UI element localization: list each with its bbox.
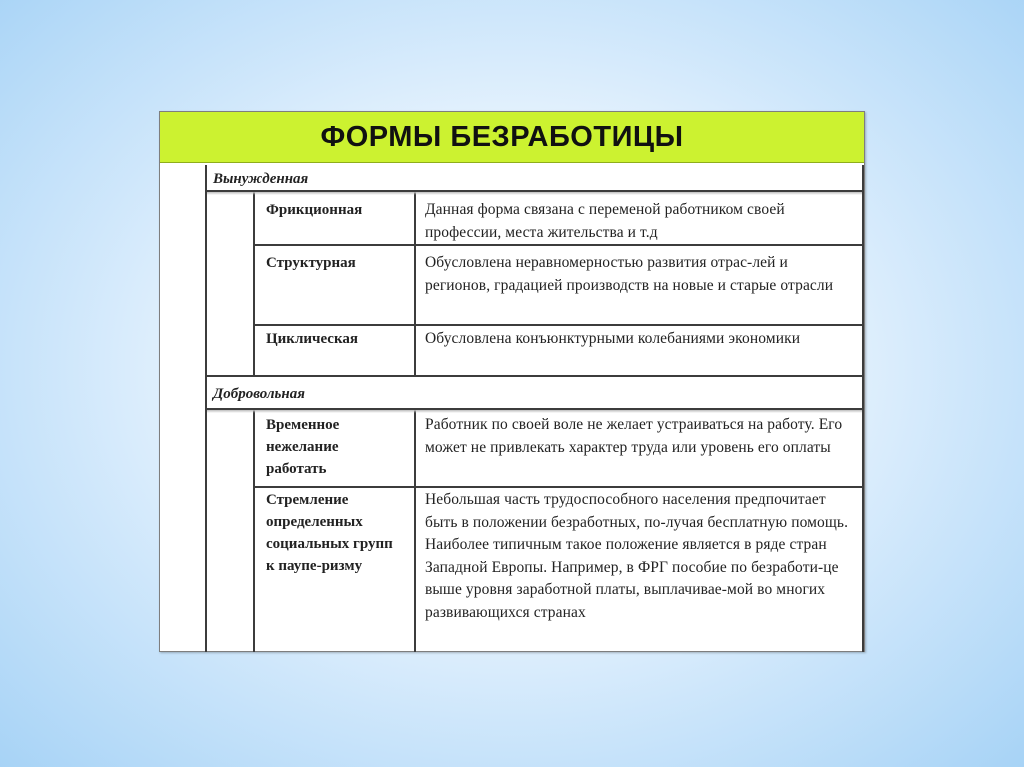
column-divider xyxy=(414,191,416,375)
row-divider xyxy=(253,486,864,488)
form-description: Работник по своей воле не желает устраиваться на работу. Его может не привлекать характер труда или уровень его оплаты xyxy=(425,416,843,456)
form-name: Временное нежелание работать xyxy=(266,417,340,477)
title-bar xyxy=(160,112,864,163)
form-description: Обусловлена неравномерностью развития отрас-лей и регионов, градацией производств на новые и старые отрасли xyxy=(425,254,834,294)
group-header-shadow xyxy=(207,410,862,413)
form-name: Циклическая xyxy=(266,331,358,347)
group-header-top-line xyxy=(205,375,864,377)
category-left-border xyxy=(253,409,255,652)
category-label: Вынужденная xyxy=(213,171,309,187)
form-name: Фрикционная xyxy=(266,202,363,218)
category-label: Добровольная xyxy=(213,386,305,402)
group-header-shadow xyxy=(207,192,862,195)
category-left-border xyxy=(253,191,255,375)
form-description: Небольшая часть трудоспособного населения предпочитает быть в положении безработных, по-лучая бесплатную помощь. Наиболее типичным такое положение является в ряде стран Западной Европы. Например, в ФРГ пособие по безработи-це выше уровня заработной платы, выплачивае-мой во многих развивающихся странах xyxy=(425,491,849,621)
slide-card xyxy=(159,111,865,652)
form-description: Обусловлена конъюнктурными колебаниями экономики xyxy=(425,330,801,347)
form-name: Стремление определенных социальных групп к паупе-ризму xyxy=(266,492,393,574)
column-divider xyxy=(414,409,416,652)
row-divider xyxy=(253,244,864,246)
slide-title: ФОРМЫ БЕЗРАБОТИЦЫ xyxy=(320,120,684,153)
row-divider xyxy=(253,324,864,326)
form-name: Структурная xyxy=(266,255,356,271)
form-description: Данная форма связана с переменой работником своей профессии, места жительства и т.д xyxy=(425,201,785,241)
